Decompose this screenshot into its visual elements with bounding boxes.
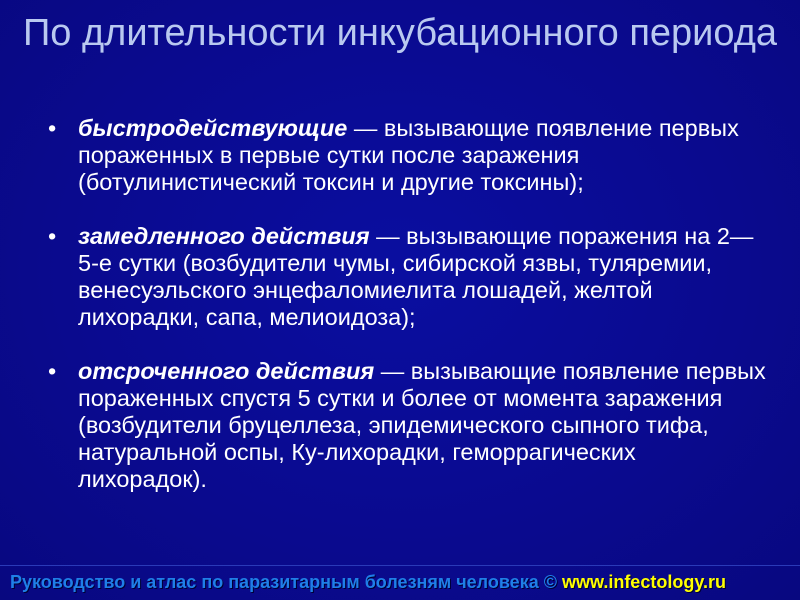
bullet-item-deferred-action bbox=[48, 358, 768, 493]
bullet-marker-icon: • bbox=[48, 358, 57, 384]
bullet-marker-icon: • bbox=[48, 223, 57, 249]
footer bbox=[10, 568, 800, 596]
bullet-text: — вызывающие появление первых пораженных спустя 5 сутки и более от момента заражения (возбудители бруцеллеза, эпидемического сыпного тифа, натуральной оспы, Ку-лихорадки, геморрагических лихорадок). bbox=[78, 358, 766, 492]
bullet-text: — вызывающие поражения на 2—5-е сутки (возбудители чумы, сибирской язвы, туляремии, венесуэльского энцефаломиелита лошадей, желтой лихорадки, сапа, мелиоидоза); bbox=[78, 223, 754, 330]
footer-source-text: Руководство и атлас по паразитарным болезням человека © bbox=[10, 572, 562, 592]
bullet-list bbox=[48, 115, 768, 520]
bullet-term: замедленного действия bbox=[78, 223, 370, 249]
bullet-item-delayed-action bbox=[48, 223, 768, 331]
bullet-term: быстродействующие bbox=[78, 115, 348, 141]
bullet-term: отсроченного действия bbox=[78, 358, 375, 384]
bullet-marker-icon: • bbox=[48, 115, 57, 141]
slide-title: По длительности инкубационного периода bbox=[22, 12, 778, 54]
bullet-item-fast-acting bbox=[48, 115, 768, 196]
bullet-text: — вызывающие появление первых пораженных в первые сутки после заражения (ботулинистический токсин и другие токсины); bbox=[78, 115, 739, 195]
footer-divider bbox=[0, 565, 800, 566]
footer-url-link[interactable]: www.infectology.ru bbox=[561, 572, 726, 592]
